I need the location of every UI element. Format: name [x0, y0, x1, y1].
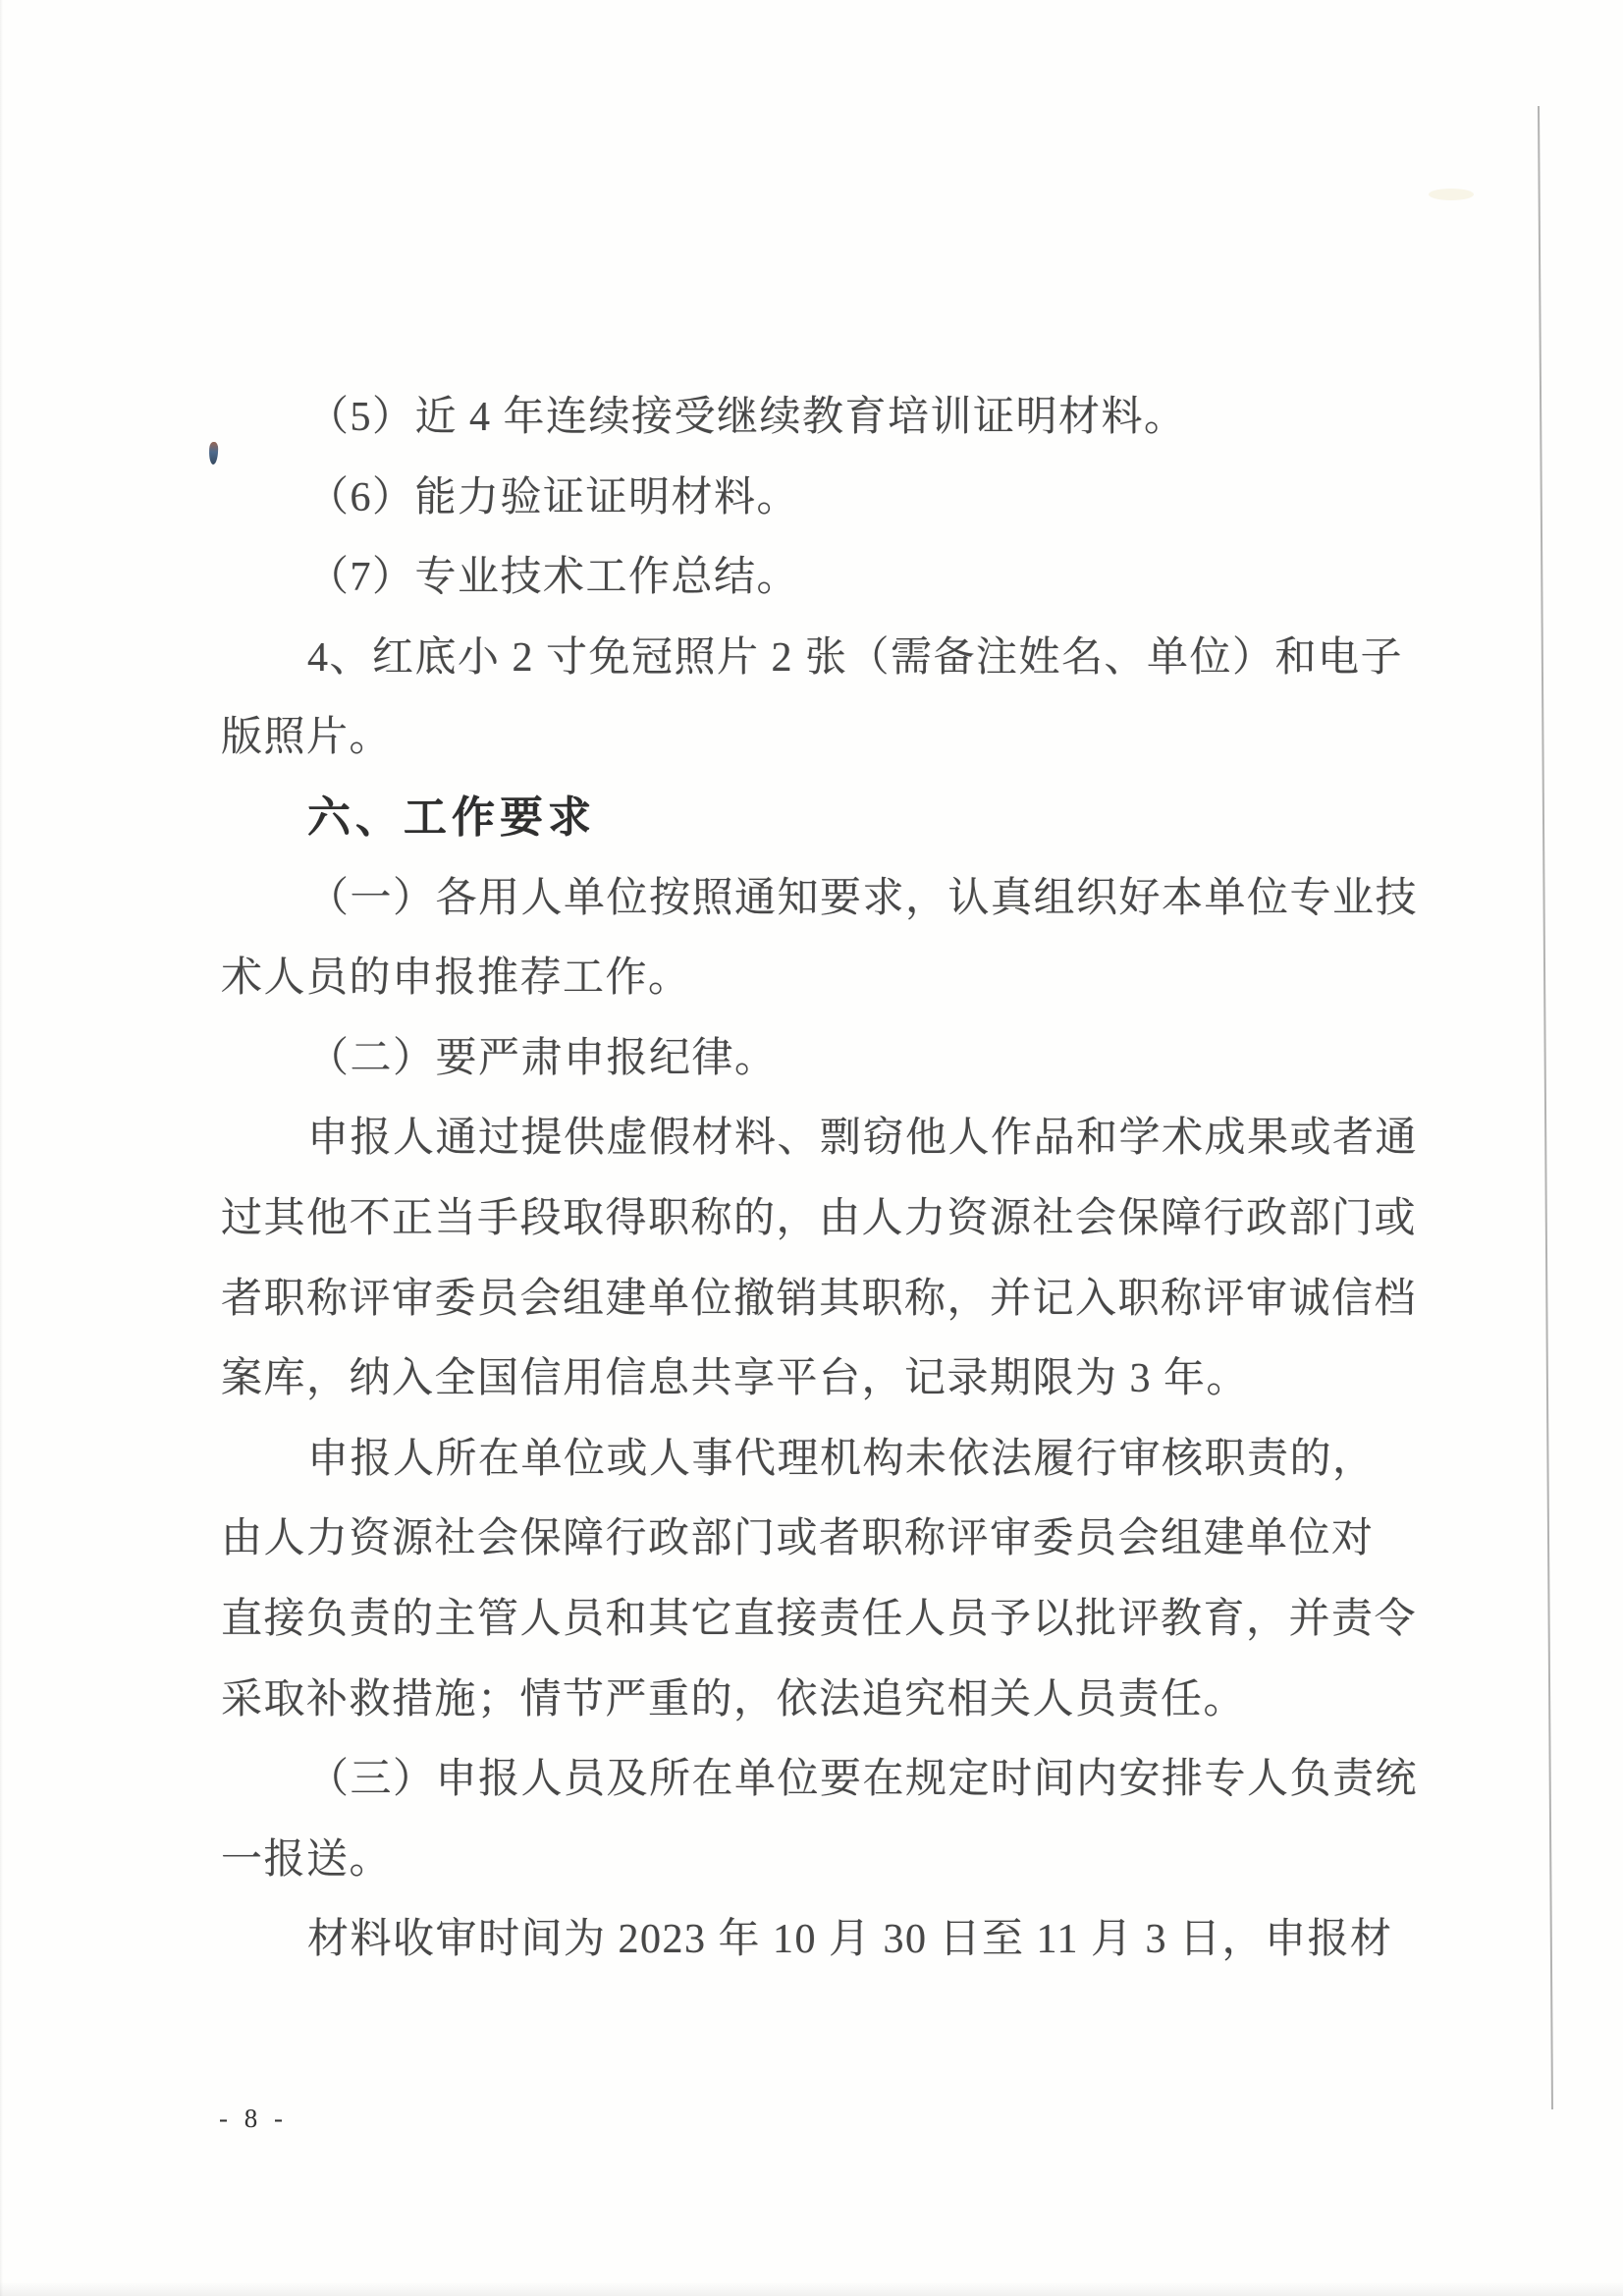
text-line: 案库，纳入全国信用信息共享平台，记录期限为 3 年。: [221, 1356, 1250, 1401]
text-line: 采取补救措施；情节严重的，依法追究相关人员责任。: [221, 1677, 1247, 1722]
text-line: 申报人通过提供虚假材料、剽窃他人作品和学术成果或者通: [307, 1116, 1419, 1161]
text-line: 申报人所在单位或人事代理机构未依法履行审核职责的，: [307, 1437, 1376, 1482]
text-line: （三）申报人员及所在单位要在规定时间内安排专人负责统: [307, 1757, 1419, 1802]
text-line: 4、红底小 2 寸免冠照片 2 张（需备注姓名、单位）和电子: [307, 635, 1404, 681]
text-line: 版照片。: [221, 715, 393, 760]
section-heading: 六、工作要求: [307, 793, 596, 842]
smudge-artifact: [1429, 189, 1474, 200]
text-line: 术人员的申报推荐工作。: [221, 956, 691, 1001]
text-line: （6）能力验证证明材料。: [307, 475, 800, 520]
text-line: 者职称评审委员会组建单位撤销其职称，并记入职称评审诚信档: [221, 1277, 1418, 1322]
text-line: 过其他不正当手段取得职称的，由人力资源社会保障行政部门或: [221, 1196, 1418, 1241]
page-number: - 8 -: [219, 2104, 288, 2133]
text-line: 直接负责的主管人员和其它直接责任人员予以批评教育，并责令: [221, 1597, 1418, 1642]
text-line: 由人力资源社会保障行政部门或者职称评审委员会组建单位对: [221, 1516, 1375, 1561]
text-line: （二）要严肃申报纪律。: [307, 1036, 778, 1081]
text-line: （7）专业技术工作总结。: [307, 555, 800, 600]
text-line: （一）各用人单位按照通知要求，认真组织好本单位专业技: [307, 876, 1419, 921]
text-line: （5）近 4 年连续接受继续教育培训证明材料。: [307, 395, 1187, 440]
bottom-scan-shadow: [0, 2282, 1623, 2296]
text-line: 一报送。: [221, 1837, 393, 1883]
text-line: 材料收审时间为 2023 年 10 月 30 日至 11 月 3 日，申报材: [307, 1917, 1393, 1962]
left-edge-shadow: [0, 0, 3, 2296]
